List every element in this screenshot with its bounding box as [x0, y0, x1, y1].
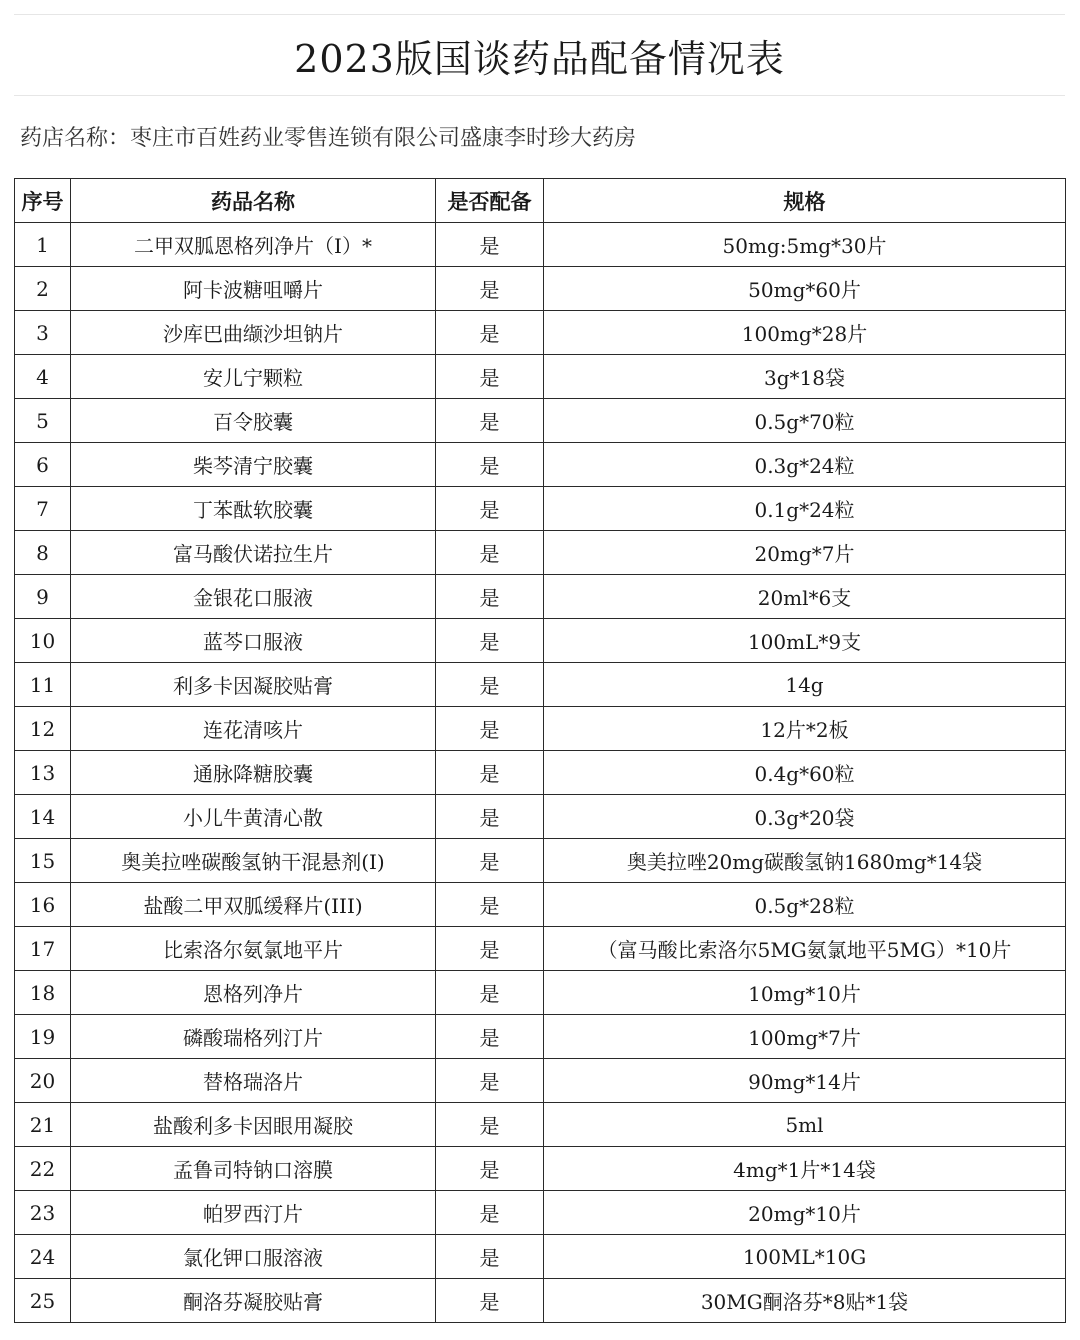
cell-equipped: 是: [436, 1279, 544, 1323]
cell-drug-name: 孟鲁司特钠口溶膜: [71, 1147, 436, 1191]
cell-spec: 14g: [544, 663, 1066, 707]
table-row: [15, 311, 1066, 355]
cell-equipped: 是: [436, 927, 544, 971]
cell-drug-name: 通脉降糖胶囊: [71, 751, 436, 795]
cell-spec: 0.1g*24粒: [544, 487, 1066, 531]
table-row: [15, 927, 1066, 971]
cell-equipped: 是: [436, 531, 544, 575]
cell-no: 13: [15, 751, 71, 795]
cell-no: 24: [15, 1235, 71, 1279]
cell-no: 22: [15, 1147, 71, 1191]
header-spec: 规格: [544, 179, 1066, 223]
cell-spec: 0.3g*24粒: [544, 443, 1066, 487]
cell-drug-name: 丁苯酞软胶囊: [71, 487, 436, 531]
cell-equipped: 是: [436, 399, 544, 443]
table-row: [15, 707, 1066, 751]
cell-spec: 10mg*10片: [544, 971, 1066, 1015]
cell-spec: 0.5g*28粒: [544, 883, 1066, 927]
cell-drug-name: 替格瑞洛片: [71, 1059, 436, 1103]
cell-equipped: 是: [436, 1147, 544, 1191]
cell-spec: 20mg*7片: [544, 531, 1066, 575]
cell-equipped: 是: [436, 663, 544, 707]
table-body: [15, 223, 1066, 1323]
cell-drug-name: 二甲双胍恩格列净片（Ⅰ）*: [71, 223, 436, 267]
cell-no: 18: [15, 971, 71, 1015]
cell-no: 9: [15, 575, 71, 619]
cell-drug-name: 阿卡波糖咀嚼片: [71, 267, 436, 311]
cell-equipped: 是: [436, 311, 544, 355]
cell-equipped: 是: [436, 707, 544, 751]
cell-equipped: 是: [436, 355, 544, 399]
cell-no: 12: [15, 707, 71, 751]
cell-spec: 100mg*28片: [544, 311, 1066, 355]
cell-drug-name: 磷酸瑞格列汀片: [71, 1015, 436, 1059]
drug-table: [14, 178, 1066, 1323]
table-row: [15, 1103, 1066, 1147]
cell-spec: 0.5g*70粒: [544, 399, 1066, 443]
table-row: [15, 1279, 1066, 1323]
table-row: [15, 1235, 1066, 1279]
cell-drug-name: 沙库巴曲缬沙坦钠片: [71, 311, 436, 355]
cell-equipped: 是: [436, 839, 544, 883]
cell-drug-name: 盐酸利多卡因眼用凝胶: [71, 1103, 436, 1147]
page-title: 2023版国谈药品配备情况表: [14, 14, 1065, 96]
table-row: [15, 971, 1066, 1015]
cell-equipped: 是: [436, 575, 544, 619]
cell-drug-name: 帕罗西汀片: [71, 1191, 436, 1235]
cell-no: 19: [15, 1015, 71, 1059]
cell-equipped: 是: [436, 1059, 544, 1103]
table-row: [15, 399, 1066, 443]
cell-spec: 100ML*10G: [544, 1235, 1066, 1279]
table-row: [15, 355, 1066, 399]
cell-no: 6: [15, 443, 71, 487]
cell-no: 23: [15, 1191, 71, 1235]
header-no: 序号: [15, 179, 71, 223]
cell-spec: 0.4g*60粒: [544, 751, 1066, 795]
cell-equipped: 是: [436, 223, 544, 267]
cell-no: 25: [15, 1279, 71, 1323]
cell-equipped: 是: [436, 971, 544, 1015]
cell-equipped: 是: [436, 883, 544, 927]
cell-no: 21: [15, 1103, 71, 1147]
cell-spec: 3g*18袋: [544, 355, 1066, 399]
cell-no: 11: [15, 663, 71, 707]
cell-drug-name: 盐酸二甲双胍缓释片(III): [71, 883, 436, 927]
cell-spec: 4mg*1片*14袋: [544, 1147, 1066, 1191]
cell-equipped: 是: [436, 1103, 544, 1147]
cell-no: 20: [15, 1059, 71, 1103]
cell-spec: 50mg:5mg*30片: [544, 223, 1066, 267]
cell-no: 15: [15, 839, 71, 883]
table-row: [15, 1147, 1066, 1191]
table-row: [15, 531, 1066, 575]
cell-spec: 奥美拉唑20mg碳酸氢钠1680mg*14袋: [544, 839, 1066, 883]
cell-no: 5: [15, 399, 71, 443]
table-row: [15, 1015, 1066, 1059]
cell-spec: 100mg*7片: [544, 1015, 1066, 1059]
cell-drug-name: 蓝芩口服液: [71, 619, 436, 663]
cell-drug-name: 利多卡因凝胶贴膏: [71, 663, 436, 707]
cell-no: 10: [15, 619, 71, 663]
table-row: [15, 883, 1066, 927]
cell-equipped: 是: [436, 443, 544, 487]
cell-equipped: 是: [436, 795, 544, 839]
cell-drug-name: 比索洛尔氨氯地平片: [71, 927, 436, 971]
cell-spec: 20mg*10片: [544, 1191, 1066, 1235]
table-row: [15, 839, 1066, 883]
cell-no: 3: [15, 311, 71, 355]
cell-no: 8: [15, 531, 71, 575]
cell-spec: 12片*2板: [544, 707, 1066, 751]
cell-no: 1: [15, 223, 71, 267]
cell-spec: 90mg*14片: [544, 1059, 1066, 1103]
table-row: [15, 795, 1066, 839]
cell-drug-name: 小儿牛黄清心散: [71, 795, 436, 839]
table-row: [15, 267, 1066, 311]
cell-drug-name: 氯化钾口服溶液: [71, 1235, 436, 1279]
table-row: [15, 223, 1066, 267]
cell-no: 4: [15, 355, 71, 399]
cell-spec: 100mL*9支: [544, 619, 1066, 663]
table-row: [15, 663, 1066, 707]
cell-drug-name: 恩格列净片: [71, 971, 436, 1015]
cell-drug-name: 安儿宁颗粒: [71, 355, 436, 399]
cell-drug-name: 金银花口服液: [71, 575, 436, 619]
cell-no: 14: [15, 795, 71, 839]
cell-drug-name: 连花清咳片: [71, 707, 436, 751]
cell-drug-name: 酮洛芬凝胶贴膏: [71, 1279, 436, 1323]
header-drug-name: 药品名称: [71, 179, 436, 223]
cell-spec: 50mg*60片: [544, 267, 1066, 311]
table-row: [15, 575, 1066, 619]
store-name: 药店名称：枣庄市百姓药业零售连锁有限公司盛康李时珍大药房: [20, 125, 637, 151]
header-equipped: 是否配备: [436, 179, 544, 223]
cell-drug-name: 柴芩清宁胶囊: [71, 443, 436, 487]
table-row: [15, 619, 1066, 663]
table-row: [15, 487, 1066, 531]
table-row: [15, 1059, 1066, 1103]
cell-no: 16: [15, 883, 71, 927]
table-row: [15, 1191, 1066, 1235]
cell-no: 7: [15, 487, 71, 531]
cell-equipped: 是: [436, 487, 544, 531]
cell-equipped: 是: [436, 751, 544, 795]
cell-equipped: 是: [436, 267, 544, 311]
cell-spec: 5ml: [544, 1103, 1066, 1147]
cell-no: 2: [15, 267, 71, 311]
cell-spec: 0.3g*20袋: [544, 795, 1066, 839]
cell-spec: （富马酸比索洛尔5MG氨氯地平5MG）*10片: [544, 927, 1066, 971]
table-header-row: [15, 179, 1066, 223]
cell-equipped: 是: [436, 1015, 544, 1059]
cell-equipped: 是: [436, 1191, 544, 1235]
cell-drug-name: 奥美拉唑碳酸氢钠干混悬剂(I): [71, 839, 436, 883]
cell-equipped: 是: [436, 1235, 544, 1279]
cell-spec: 20ml*6支: [544, 575, 1066, 619]
cell-drug-name: 百令胶囊: [71, 399, 436, 443]
table-row: [15, 443, 1066, 487]
cell-equipped: 是: [436, 619, 544, 663]
cell-spec: 30MG酮洛芬*8贴*1袋: [544, 1279, 1066, 1323]
table-row: [15, 751, 1066, 795]
cell-no: 17: [15, 927, 71, 971]
cell-drug-name: 富马酸伏诺拉生片: [71, 531, 436, 575]
